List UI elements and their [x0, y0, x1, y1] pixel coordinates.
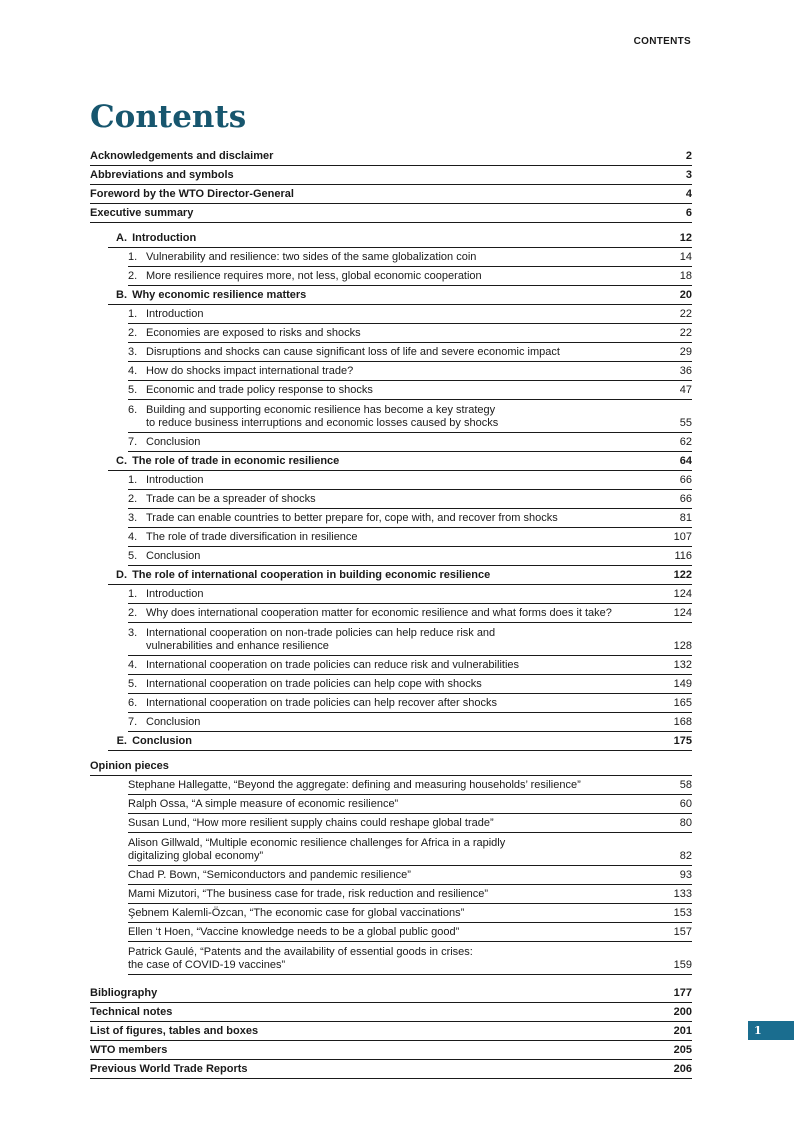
toc-label: Disruptions and shocks can cause significant loss of life and severe economic impact	[146, 346, 560, 358]
toc-subentry[interactable]	[128, 267, 692, 286]
toc-page: 58	[679, 779, 692, 791]
item-number: 1.	[128, 308, 138, 320]
toc-page: 205	[673, 1044, 692, 1056]
section-title: The role of international cooperation in building economic resilience	[132, 569, 491, 581]
toc-subentry[interactable]	[128, 343, 692, 362]
toc-subentry[interactable]	[128, 248, 692, 267]
toc-page: 201	[673, 1025, 692, 1037]
toc-subentry[interactable]	[128, 528, 692, 547]
toc-opinion-entry[interactable]	[128, 942, 692, 975]
toc-label: Conclusion	[146, 436, 201, 448]
toc-page: 122	[673, 569, 692, 581]
item-number: 2.	[128, 607, 138, 619]
section-title: The role of trade in economic resilience	[132, 455, 340, 467]
toc-label: Introduction	[146, 588, 204, 600]
toc-page: 20	[679, 289, 692, 301]
toc-page: 22	[679, 327, 692, 339]
toc-page: 64	[679, 455, 692, 467]
toc-subentry[interactable]	[128, 362, 692, 381]
toc-section-c[interactable]	[108, 452, 692, 471]
toc-label: More resilience requires more, not less, global economic cooperation	[146, 270, 482, 282]
toc-page: 157	[673, 926, 692, 938]
toc-label: Alison Gillwald, “Multiple economic resilience challenges for Africa in a rapidly digitalizing global economy”	[128, 837, 506, 862]
toc-label: Economic and trade policy response to shocks	[146, 384, 373, 396]
toc-subentry[interactable]	[128, 675, 692, 694]
toc-label: International cooperation on trade policies can help recover after shocks	[146, 697, 497, 709]
toc-page: 62	[679, 436, 692, 448]
section-letter: C.	[116, 455, 127, 467]
toc-label: Vulnerability and resilience: two sides of the same globalization coin	[146, 251, 477, 263]
toc-label: International cooperation on trade policies can reduce risk and vulnerabilities	[146, 659, 520, 671]
toc-page: 93	[679, 869, 692, 881]
item-number: 2.	[128, 327, 138, 339]
toc-label: International cooperation on trade policies can help cope with shocks	[146, 678, 482, 690]
item-number: 7.	[128, 716, 138, 728]
item-number: 3.	[128, 627, 138, 639]
toc-page: 159	[673, 959, 692, 971]
toc-subentry[interactable]	[128, 305, 692, 324]
toc-label: Introduction	[146, 308, 204, 320]
toc-page: 82	[679, 850, 692, 862]
toc-subentry[interactable]	[128, 509, 692, 528]
toc-label: Introduction	[146, 474, 204, 486]
toc-section-e[interactable]	[108, 732, 692, 751]
toc-label: Ralph Ossa, “A simple measure of economic resilience”	[128, 798, 399, 810]
toc-subentry[interactable]	[128, 585, 692, 604]
toc-page: 81	[679, 512, 692, 524]
item-number: 3.	[128, 346, 138, 358]
toc-opinion-entry[interactable]	[128, 885, 692, 904]
toc-label: Ellen ‘t Hoen, “Vaccine knowledge needs to be a global public good”	[128, 926, 460, 938]
toc-entry-previous-reports[interactable]	[90, 1060, 692, 1079]
toc-label: List of figures, tables and boxes	[90, 1025, 259, 1037]
item-number: 1.	[128, 588, 138, 600]
toc-page: 22	[679, 308, 692, 320]
toc-section-a[interactable]	[108, 229, 692, 248]
toc-subentry[interactable]	[128, 324, 692, 343]
item-number: 5.	[128, 384, 138, 396]
toc-entry-executive-summary[interactable]	[90, 204, 692, 223]
toc-label: Executive summary	[90, 207, 194, 219]
toc-page: 200	[673, 1006, 692, 1018]
toc-page: 153	[673, 907, 692, 919]
toc-label: Economies are exposed to risks and shocks	[146, 327, 361, 339]
toc-label: Foreword by the WTO Director-General	[90, 188, 294, 200]
toc-label: Abbreviations and symbols	[90, 169, 234, 181]
item-number: 5.	[128, 550, 138, 562]
page-title: Contents	[90, 99, 247, 135]
toc-entry-bibliography[interactable]	[90, 984, 692, 1003]
toc-subentry[interactable]	[128, 694, 692, 713]
toc-section-b[interactable]	[108, 286, 692, 305]
item-number: 7.	[128, 436, 138, 448]
toc-label: Patrick Gaulé, “Patents and the availability of essential goods in crises: the case of COVID-19 vaccines”	[128, 946, 473, 971]
toc-label: Mami Mizutori, “The business case for trade, risk reduction and resilience”	[128, 888, 489, 900]
item-number: 1.	[128, 474, 138, 486]
toc-page: 12	[679, 232, 692, 244]
item-number: 4.	[128, 531, 138, 543]
toc-opinion-entry[interactable]	[128, 776, 692, 795]
toc-label: Conclusion	[146, 550, 201, 562]
toc-opinion-entry[interactable]	[128, 795, 692, 814]
section-title: Introduction	[132, 232, 197, 244]
toc-page: 6	[685, 207, 692, 219]
item-number: 4.	[128, 659, 138, 671]
toc-entry-acknowledgements[interactable]	[90, 147, 692, 166]
toc-entry-wto-members[interactable]	[90, 1041, 692, 1060]
toc-subentry[interactable]	[128, 604, 692, 623]
toc-label: Conclusion	[146, 716, 201, 728]
toc-page: 29	[679, 346, 692, 358]
toc-page: 124	[673, 588, 692, 600]
toc-label: Şebnem Kalemli-Özcan, “The economic case for global vaccinations”	[128, 907, 465, 919]
toc-page: 132	[673, 659, 692, 671]
toc-opinion-entry[interactable]	[128, 866, 692, 885]
toc-entry-abbreviations[interactable]	[90, 166, 692, 185]
item-number: 1.	[128, 251, 138, 263]
toc-page: 116	[674, 550, 692, 562]
toc-label: Acknowledgements and disclaimer	[90, 150, 274, 162]
toc-label: Stephane Hallegatte, “Beyond the aggregate: defining and measuring households’ resilience”	[128, 779, 581, 791]
toc-section-d[interactable]	[108, 566, 692, 585]
toc-opinion-entry[interactable]	[128, 904, 692, 923]
toc-page: 124	[673, 607, 692, 619]
toc-page: 168	[673, 716, 692, 728]
item-number: 5.	[128, 678, 138, 690]
toc-label: Susan Lund, “How more resilient supply chains could reshape global trade”	[128, 817, 494, 829]
toc-label: Trade can enable countries to better prepare for, cope with, and recover from shocks	[146, 512, 558, 524]
toc-opinion-entry[interactable]	[128, 833, 692, 866]
item-number: 6.	[128, 404, 138, 416]
section-letter: D.	[116, 569, 127, 581]
opinion-pieces-heading	[90, 757, 692, 776]
toc-subentry[interactable]	[128, 433, 692, 452]
toc-subentry[interactable]	[128, 490, 692, 509]
toc-page: 66	[679, 493, 692, 505]
toc-page: 133	[673, 888, 692, 900]
toc-subentry[interactable]	[128, 471, 692, 490]
section-title: Why economic resilience matters	[132, 289, 307, 301]
toc-page: 165	[673, 697, 692, 709]
toc-label: How do shocks impact international trade?	[146, 365, 354, 377]
toc-page: 66	[679, 474, 692, 486]
section-title: Conclusion	[132, 735, 192, 747]
section-letter: B.	[116, 289, 127, 301]
toc-page: 3	[685, 169, 692, 181]
toc-page: 149	[673, 678, 692, 690]
toc-label: Opinion pieces	[90, 760, 169, 772]
toc-label: Technical notes	[90, 1006, 173, 1018]
toc-label: Why does international cooperation matter for economic resilience and what forms does it take?	[146, 607, 612, 619]
toc-page: 18	[679, 270, 692, 282]
toc-page: 4	[685, 188, 692, 200]
toc-subentry[interactable]	[128, 547, 692, 566]
toc-label: Bibliography	[90, 987, 158, 999]
toc-page: 36	[679, 365, 692, 377]
toc-opinion-entry[interactable]	[128, 923, 692, 942]
toc-page: 60	[679, 798, 692, 810]
toc-page: 80	[679, 817, 692, 829]
toc-subentry[interactable]	[128, 623, 692, 656]
toc-page: 14	[679, 251, 692, 263]
toc-page: 128	[673, 640, 692, 652]
item-number: 3.	[128, 512, 138, 524]
toc-opinion-entry[interactable]	[128, 814, 692, 833]
toc-entry-technical-notes[interactable]	[90, 1003, 692, 1022]
toc-page: 175	[673, 735, 692, 747]
item-number: 4.	[128, 365, 138, 377]
toc-label: The role of trade diversification in resilience	[146, 531, 358, 543]
toc-page: 55	[679, 417, 692, 429]
section-letter: A.	[116, 232, 127, 244]
toc-label: Trade can be a spreader of shocks	[146, 493, 316, 505]
toc-label: Previous World Trade Reports	[90, 1063, 248, 1075]
toc-subentry[interactable]	[128, 713, 692, 732]
toc-label: Chad P. Bown, “Semiconductors and pandemic resilience”	[128, 869, 411, 881]
toc-label: Building and supporting economic resilience has become a key strategy to reduce business interruptions and economic losses caused by shocks	[146, 404, 499, 429]
toc-subentry[interactable]	[128, 656, 692, 675]
toc-page: 47	[679, 384, 692, 396]
toc-page: 177	[673, 987, 692, 999]
item-number: 2.	[128, 270, 138, 282]
toc-subentry[interactable]	[128, 400, 692, 433]
toc-label: International cooperation on non-trade policies can help reduce risk and vulnerabilities and enhance resilience	[146, 627, 496, 652]
item-number: 6.	[128, 697, 138, 709]
page-number-tab: 1	[748, 1021, 794, 1040]
table-of-contents	[90, 147, 692, 1079]
toc-entry-list-of-figures[interactable]	[90, 1022, 692, 1041]
toc-page: 107	[673, 531, 692, 543]
toc-page: 206	[673, 1063, 692, 1075]
toc-entry-foreword[interactable]	[90, 185, 692, 204]
toc-page: 2	[685, 150, 692, 162]
toc-subentry[interactable]	[128, 381, 692, 400]
section-letter: E.	[116, 735, 127, 747]
toc-label: WTO members	[90, 1044, 168, 1056]
item-number: 2.	[128, 493, 138, 505]
running-head: CONTENTS	[633, 36, 691, 47]
